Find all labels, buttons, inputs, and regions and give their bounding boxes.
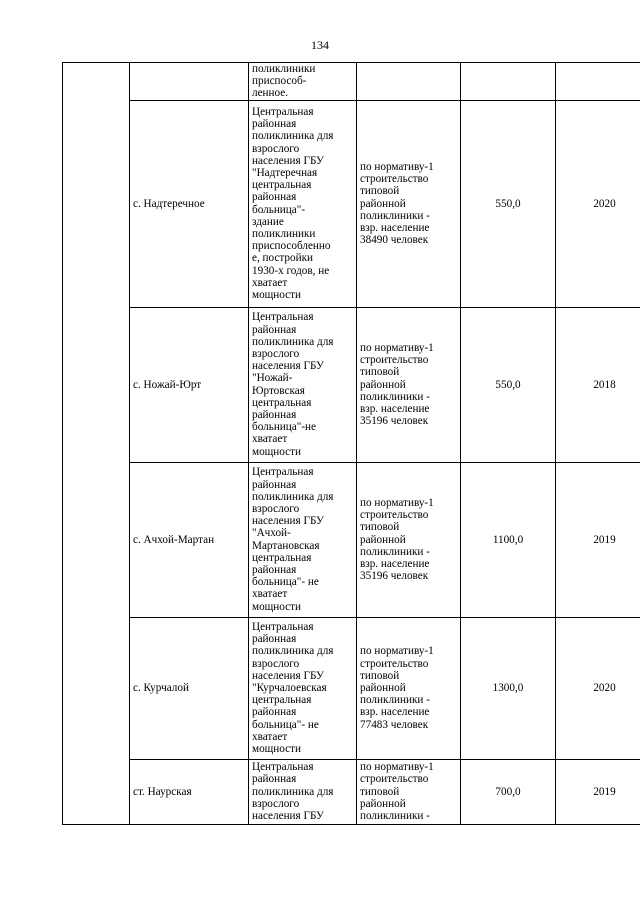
settlement-cell	[130, 63, 249, 101]
settlement-cell: с. Курчалой	[130, 617, 249, 759]
norm-justification-cell: по нормативу-1 строительство типовой районной поликлиники - взр. население 38490 человек	[357, 100, 461, 307]
table-row	[63, 462, 640, 617]
norm-justification-cell: по нормативу-1 строительство типовой районной поликлиники - взр. население 35196 человек	[357, 307, 461, 462]
facility-description-cell: Центральная районная поликлиника для взрослого населения ГБУ "Ножай- Юртовская центральная районная больница"-не хватает мощности	[249, 307, 357, 462]
facility-description-cell: поликлиники приспособ- ленное.	[249, 63, 357, 101]
area-cell	[461, 63, 556, 101]
norm-justification-cell: по нормативу-1 строительство типовой районной поликлиники -	[357, 759, 461, 824]
area-cell: 1300,0	[461, 617, 556, 759]
table-row	[63, 100, 640, 307]
facility-description-cell: Центральная районная поликлиника для взрослого населения ГБУ	[249, 759, 357, 824]
polyclinic-construction-table	[62, 62, 640, 825]
norm-justification-cell: по нормативу-1 строительство типовой районной поликлиники - взр. население 77483 человек	[357, 617, 461, 759]
area-cell: 550,0	[461, 100, 556, 307]
norm-justification-cell	[357, 63, 461, 101]
area-cell: 700,0	[461, 759, 556, 824]
blank-column-cell	[63, 63, 130, 825]
settlement-cell: с. Ножай-Юрт	[130, 307, 249, 462]
year-cell: 2019	[556, 462, 640, 617]
settlement-cell: ст. Наурская	[130, 759, 249, 824]
year-cell: 2020	[556, 100, 640, 307]
facility-description-cell: Центральная районная поликлиника для взрослого населения ГБУ "Курчалоевская центральная районная больница"- не хватает мощности	[249, 617, 357, 759]
table-row	[63, 63, 640, 101]
norm-justification-cell: по нормативу-1 строительство типовой районной поликлиники - взр. население 35196 человек	[357, 462, 461, 617]
table-row	[63, 617, 640, 759]
facility-description-cell: Центральная районная поликлиника для взрослого населения ГБУ "Надтеречная центральная районная больница"- здание поликлиники приспособленно е, постройки 1930-х годов, не хватает мощности	[249, 100, 357, 307]
settlement-cell: с. Ачхой-Мартан	[130, 462, 249, 617]
year-cell: 2019	[556, 759, 640, 824]
table-row	[63, 759, 640, 824]
area-cell: 550,0	[461, 307, 556, 462]
year-cell	[556, 63, 640, 101]
facility-description-cell: Центральная районная поликлиника для взрослого населения ГБУ "Ачхой- Мартановская центральная районная больница"- не хватает мощности	[249, 462, 357, 617]
area-cell: 1100,0	[461, 462, 556, 617]
page-number: 134	[311, 38, 329, 52]
settlement-cell: с. Надтеречное	[130, 100, 249, 307]
year-cell: 2018	[556, 307, 640, 462]
year-cell: 2020	[556, 617, 640, 759]
table-row	[63, 307, 640, 462]
